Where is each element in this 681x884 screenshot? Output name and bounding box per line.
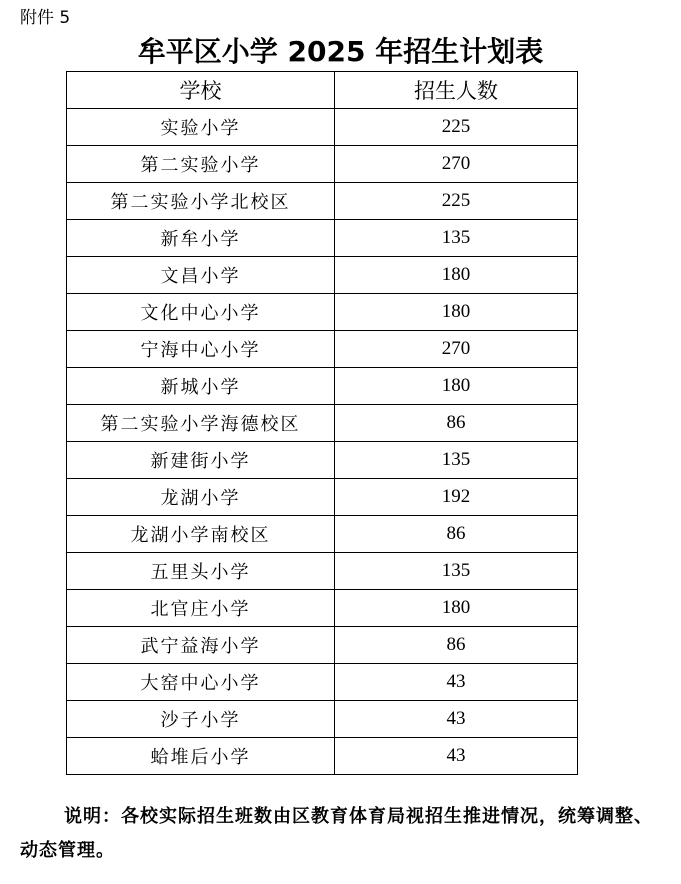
table-row bbox=[67, 405, 578, 442]
enrollment-count-cell: 86 bbox=[335, 627, 578, 664]
school-name-cell: 实验小学 bbox=[67, 109, 335, 146]
enrollment-count-cell: 270 bbox=[335, 146, 578, 183]
enrollment-count-cell: 180 bbox=[335, 368, 578, 405]
table-row bbox=[67, 220, 578, 257]
school-name-cell: 第二实验小学北校区 bbox=[67, 183, 335, 220]
enrollment-count-cell: 192 bbox=[335, 479, 578, 516]
table-row bbox=[67, 183, 578, 220]
table-row bbox=[67, 109, 578, 146]
table-body bbox=[67, 109, 578, 775]
school-name-cell: 武宁益海小学 bbox=[67, 627, 335, 664]
table-row bbox=[67, 294, 578, 331]
enrollment-count-cell: 43 bbox=[335, 738, 578, 775]
enrollment-count-cell: 86 bbox=[335, 405, 578, 442]
table-row bbox=[67, 553, 578, 590]
school-name-cell: 宁海中心小学 bbox=[67, 331, 335, 368]
table-row bbox=[67, 627, 578, 664]
enrollment-count-cell: 180 bbox=[335, 257, 578, 294]
table-row bbox=[67, 701, 578, 738]
school-name-cell: 新牟小学 bbox=[67, 220, 335, 257]
school-name-cell: 文昌小学 bbox=[67, 257, 335, 294]
school-name-cell: 沙子小学 bbox=[67, 701, 335, 738]
enrollment-count-cell: 270 bbox=[335, 331, 578, 368]
school-name-cell: 第二实验小学 bbox=[67, 146, 335, 183]
enrollment-count-cell: 135 bbox=[335, 442, 578, 479]
enrollment-count-cell: 180 bbox=[335, 590, 578, 627]
school-name-cell: 蛤堆后小学 bbox=[67, 738, 335, 775]
table-row bbox=[67, 479, 578, 516]
school-name-cell: 龙湖小学南校区 bbox=[67, 516, 335, 553]
enrollment-count-cell: 135 bbox=[335, 220, 578, 257]
header-count: 招生人数 bbox=[335, 72, 578, 109]
enrollment-count-cell: 135 bbox=[335, 553, 578, 590]
enrollment-count-cell: 180 bbox=[335, 294, 578, 331]
enrollment-count-cell: 225 bbox=[335, 183, 578, 220]
school-name-cell: 文化中心小学 bbox=[67, 294, 335, 331]
page-title: 牟平区小学 2025 年招生计划表 bbox=[137, 35, 544, 68]
table-row bbox=[67, 368, 578, 405]
school-name-cell: 五里头小学 bbox=[67, 553, 335, 590]
table-row bbox=[67, 257, 578, 294]
enrollment-table bbox=[66, 71, 578, 775]
enrollment-count-cell: 86 bbox=[335, 516, 578, 553]
school-name-cell: 新城小学 bbox=[67, 368, 335, 405]
table-row bbox=[67, 516, 578, 553]
school-name-cell: 龙湖小学 bbox=[67, 479, 335, 516]
school-name-cell: 大窑中心小学 bbox=[67, 664, 335, 701]
table-row bbox=[67, 331, 578, 368]
enrollment-count-cell: 225 bbox=[335, 109, 578, 146]
enrollment-count-cell: 43 bbox=[335, 664, 578, 701]
table-row bbox=[67, 442, 578, 479]
table-row bbox=[67, 738, 578, 775]
table-row bbox=[67, 590, 578, 627]
table-row bbox=[67, 664, 578, 701]
school-name-cell: 新建街小学 bbox=[67, 442, 335, 479]
school-name-cell: 第二实验小学海德校区 bbox=[67, 405, 335, 442]
table-row bbox=[67, 146, 578, 183]
school-name-cell: 北官庄小学 bbox=[67, 590, 335, 627]
header-school: 学校 bbox=[67, 72, 335, 109]
table-header-row bbox=[67, 72, 578, 109]
attachment-label: 附件 5 bbox=[20, 8, 71, 28]
enrollment-count-cell: 43 bbox=[335, 701, 578, 738]
note-text: 说明：各校实际招生班数由区教育体育局视招生推进情况，统筹调整、动态管理。 bbox=[20, 806, 653, 861]
